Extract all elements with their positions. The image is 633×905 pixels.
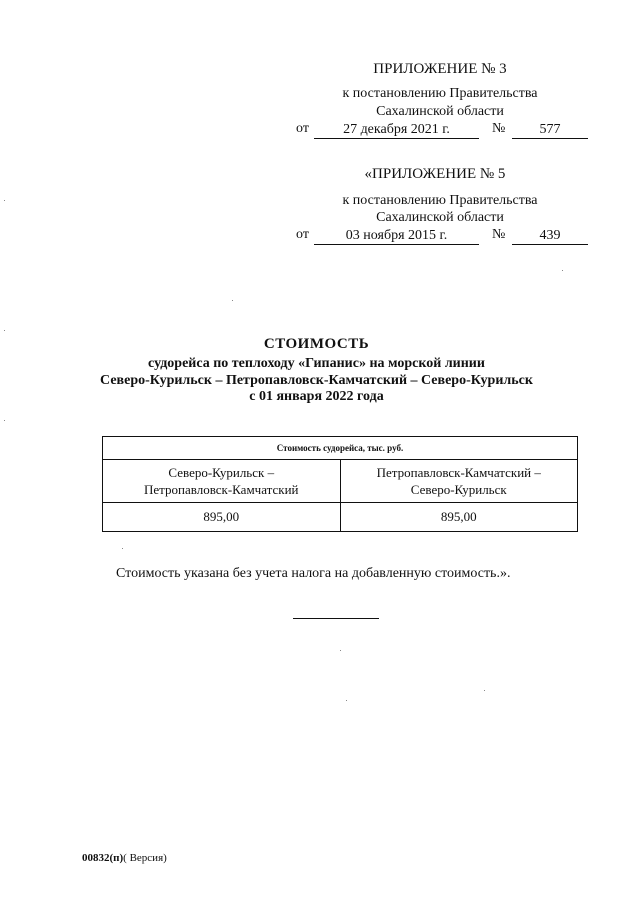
document-code-number: 00832(п) (82, 852, 124, 864)
subtitle-line2: Северо-Курильск – Петропавловск-Камчатский – Северо-Курильск (100, 373, 533, 388)
resolution-date: 27 декабря 2021 г. (314, 121, 479, 139)
cost-table (102, 436, 578, 532)
appendix-new-line2: Сахалинской области (376, 104, 504, 119)
column-header-2-line2: Северо-Курильск (410, 482, 507, 497)
column-header-2-line1: Петропавловск-Камчатский – (376, 465, 541, 480)
resolution-number: 577 (512, 121, 588, 139)
table-header: Стоимость судорейса, тыс. руб. (103, 437, 578, 460)
divider-line (293, 618, 379, 619)
appendix-new-title: ПРИЛОЖЕНИЕ № 3 (373, 61, 507, 77)
subtitle-line1: судорейса по теплоходу «Гипанис» на морской линии (148, 356, 485, 371)
document-code (82, 852, 167, 864)
table-row (103, 503, 578, 532)
number-label: № (492, 121, 506, 136)
from-label: от (296, 121, 309, 136)
table-header-row (103, 437, 578, 460)
resolution-date: 03 ноября 2015 г. (314, 227, 479, 245)
vat-note: Стоимость указана без учета налога на добавленную стоимость.». (116, 566, 511, 581)
subtitle-line3: с 01 января 2022 года (249, 389, 384, 404)
cost-value-1: 895,00 (103, 503, 341, 532)
appendix-old-line1: к постановлению Правительства (342, 193, 538, 208)
table-column-row (103, 460, 578, 503)
document-version: ( Версия) (123, 852, 167, 864)
document-title: СТОИМОСТЬ (263, 336, 370, 352)
appendix-old-line2: Сахалинской области (376, 210, 504, 225)
column-header-2 (340, 460, 578, 503)
cost-value-2: 895,00 (340, 503, 578, 532)
column-header-1-line1: Северо-Курильск – (168, 465, 275, 480)
appendix-new-line1: к постановлению Правительства (342, 86, 538, 101)
appendix-old-title: «ПРИЛОЖЕНИЕ № 5 (364, 166, 506, 182)
appendix-old-date-row (296, 227, 588, 247)
column-header-1 (103, 460, 341, 503)
column-header-1-line2: Петропавловск-Камчатский (144, 482, 299, 497)
from-label: от (296, 227, 309, 242)
number-label: № (492, 227, 506, 242)
appendix-new-date-row (296, 121, 588, 141)
resolution-number: 439 (512, 227, 588, 245)
